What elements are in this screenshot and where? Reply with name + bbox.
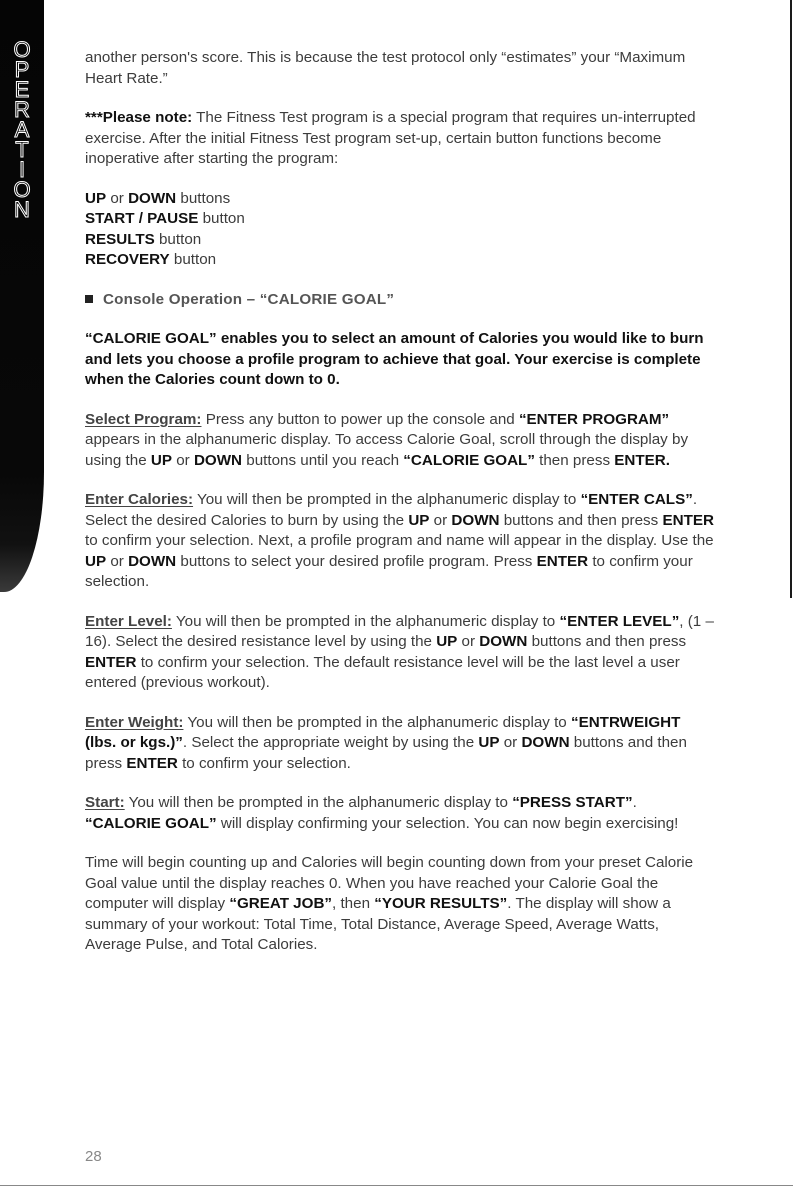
note-text: The Fitness Test program is a special program that requires un-interrupted exercise. After the initial Fitness Test program set-up, certain button functions become inoperative after starting the program:: [85, 109, 696, 167]
step-start: Start: You will then be prompted in the alphanumeric display to “PRESS START”. “CALORIE GOAL” will display confirming your selection. You can now begin exercising!: [85, 794, 679, 832]
step-enter-level: Enter Level: You will then be prompted in the alphanumeric display to “ENTER LEVEL”, (1 – 16). Select the desired resistance level by using the UP or DOWN buttons and then press ENTER to confirm your selection. The default resistance level will be the last level a user entered (previous workout).: [85, 612, 714, 691]
section-letter: A: [14, 117, 30, 142]
step-label: Start:: [85, 794, 125, 811]
step-label: Enter Weight:: [85, 713, 184, 731]
section-letter: P: [14, 57, 30, 82]
section-heading-text: Console Operation – “CALORIE GOAL”: [103, 290, 395, 308]
section-letter: T: [15, 137, 29, 162]
section-heading: [85, 290, 715, 311]
step-enter-calories: Enter Calories: You will then be prompted in the alphanumeric display to “ENTER CALS”. Select the desired Calories to burn by using the UP or DOWN buttons and then press ENTER to confirm your selection. Next, a profile program and name will appear in the display. Use the UP or DOWN buttons to select your desired profile program. Press ENTER to confirm your selection.: [85, 491, 714, 590]
list-item: START / PAUSE button: [85, 210, 245, 227]
section-letter: R: [14, 97, 30, 122]
section-letter: O: [13, 177, 31, 202]
page-content: [85, 48, 715, 975]
section-letter: O: [13, 37, 31, 62]
footer-rule: [0, 1185, 793, 1186]
step-label: Enter Level:: [85, 612, 172, 630]
list-item: RECOVERY button: [85, 251, 217, 268]
note-label: ***Please note:: [85, 109, 193, 126]
step-enter-weight: Enter Weight: You will then be prompted in the alphanumeric display to “ENTRWEIGHT (lbs. or kgs.)”. Select the appropriate weight by using the UP or DOWN buttons and then press ENTER to confirm your selection.: [85, 713, 687, 772]
closing-paragraph: Time will begin counting up and Calories will begin counting down from your preset Calorie Goal value until the display reaches 0. When you have reached your Calorie Goal the computer will display “GREAT JOB”, then “YOUR RESULTS”. The display will show a summary of your workout: Total Time, Total Distance, Average Speed, Average Watts, Average Pulse, and Total Calories.: [85, 854, 694, 953]
step-select-program: Select Program: Press any button to power up the console and “ENTER PROGRAM” appears in the alphanumeric display. To access Calorie Goal, scroll through the display by using the UP or DOWN buttons until you reach “CALORIE GOAL” then press ENTER.: [85, 410, 689, 469]
step-label: Enter Calories:: [85, 491, 194, 508]
step-label: Select Program:: [85, 410, 202, 428]
section-intro: “CALORIE GOAL” enables you to select an amount of Calories you would like to burn and lets you choose a profile program to achieve that goal. Your exercise is complete when the Calories count down to 0.: [85, 330, 704, 388]
inoperative-buttons-list: [85, 189, 715, 271]
page-edge-line: [790, 0, 792, 598]
section-letter: N: [14, 197, 30, 222]
section-letter: I: [18, 157, 26, 182]
square-bullet-icon: [85, 295, 93, 303]
page-number: 28: [85, 1148, 102, 1165]
list-item: UP or DOWN buttons: [85, 189, 231, 207]
section-tab: [0, 0, 44, 592]
intro-paragraph: another person's score. This is because the test protocol only “estimates” your “Maximum Heart Rate.”: [85, 49, 686, 87]
section-tab-label: [0, 37, 44, 222]
list-item: RESULTS button: [85, 230, 202, 248]
section-letter: E: [14, 77, 30, 102]
note-paragraph: [85, 108, 715, 170]
